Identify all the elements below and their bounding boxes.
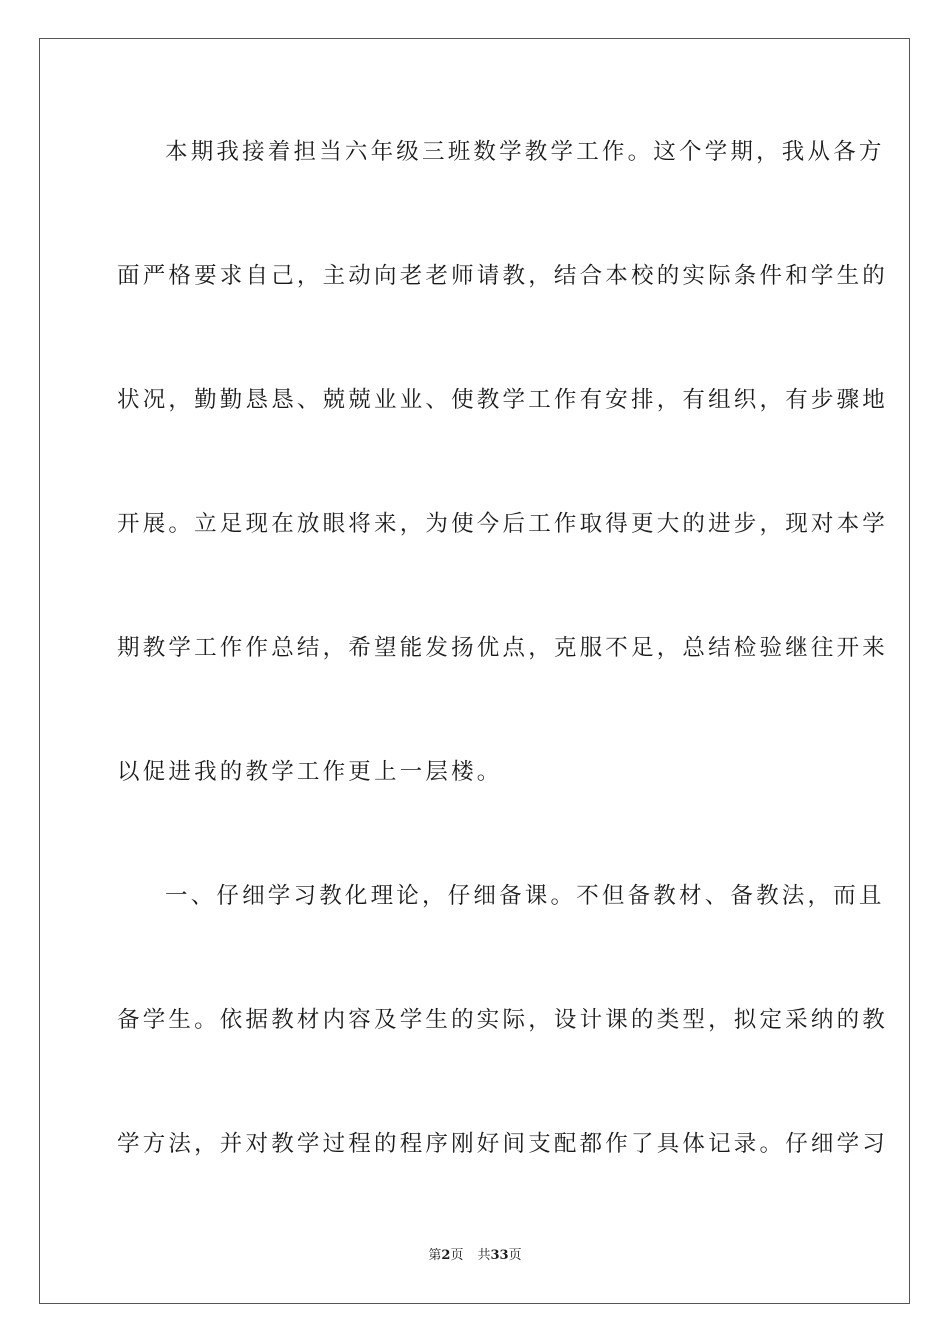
page-number-prefix: 第 [428,1248,442,1263]
total-pages-prefix: 共 [477,1248,491,1263]
page-number: 2 [441,1248,451,1263]
paragraph-2-line-3: 学方法，并对教学过程的程序刚好间支配都作了具体记录。仔细学习 [117,1131,889,1157]
paragraph-1-line-6: 以促进我的教学工作更上一层楼。 [117,759,503,785]
page-number-suffix: 页 [450,1248,464,1263]
paragraph-1-line-5: 期教学工作作总结，希望能发扬优点，克服不足，总结检验继往开来 [117,635,889,661]
paragraph-2-line-1: 一、仔细学习教化理论，仔细备课。不但备教材、备教法，而且 [165,883,885,909]
page-footer [0,1247,950,1265]
paragraph-1-line-2: 面严格要求自己，主动向老老师请教，结合本校的实际条件和学生的 [117,263,889,289]
total-pages: 33 [490,1248,509,1263]
paragraph-1-line-1: 本期我接着担当六年级三班数学教学工作。这个学期，我从各方 [165,139,885,165]
total-pages-suffix: 页 [508,1248,522,1263]
paragraph-1-line-4: 开展。立足现在放眼将来，为使今后工作取得更大的进步，现对本学 [117,511,889,537]
paragraph-1-line-3: 状况，勤勤恳恳、兢兢业业、使教学工作有安排，有组织，有步骤地 [117,387,889,413]
paragraph-2-line-2: 备学生。依据教材内容及学生的实际，设计课的类型，拟定采纳的教 [117,1007,889,1033]
